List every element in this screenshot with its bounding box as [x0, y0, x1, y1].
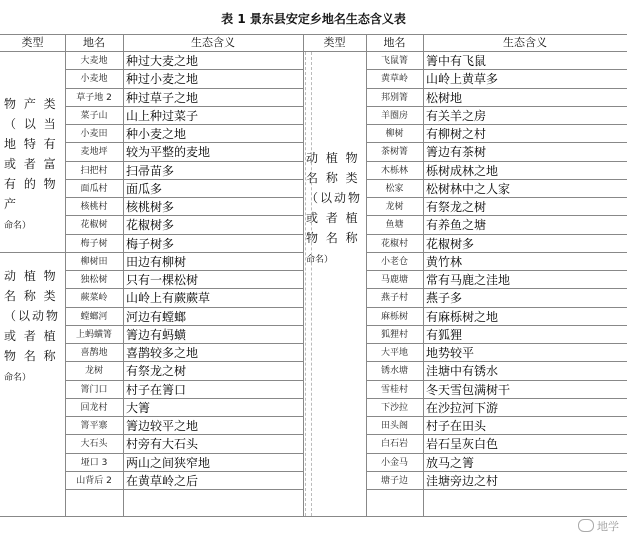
meaning-cell: 两山之间狭窄地: [126, 455, 211, 470]
grid-line: [366, 453, 627, 454]
meaning-cell: 花椒树多: [426, 236, 475, 251]
grid-line: [366, 69, 627, 70]
meaning-cell: 松树林中之人家: [426, 181, 511, 196]
grid-line: [366, 124, 627, 125]
grid-line: [366, 142, 627, 143]
meaning-cell: 放马之箐: [426, 455, 475, 470]
place-name-cell: 箐门口: [80, 384, 108, 395]
place-name-cell: 箐平寨: [80, 421, 108, 431]
place-name-cell: 木栎林: [380, 165, 408, 176]
meaning-cell: 种小麦之地: [126, 127, 187, 141]
header-type-left: 类型: [21, 36, 44, 49]
meaning-cell: 常有马鹿之洼地: [426, 273, 511, 287]
meaning-cell: 有祭龙之树: [426, 200, 487, 214]
grid-line: [366, 361, 627, 362]
meaning-cell: 在沙拉河下游: [426, 400, 499, 415]
grid-line: [366, 471, 627, 472]
category-flora-fauna-right: [306, 148, 366, 278]
place-name-cell: 梅子树: [80, 238, 108, 249]
meaning-cell: 有养鱼之塘: [426, 218, 487, 233]
place-name-cell: 大平地: [380, 348, 408, 358]
place-name-cell: 羊圈房: [380, 110, 408, 121]
meaning-cell: 冬天雪包满树干: [426, 382, 511, 397]
place-name-cell: 白石岩: [380, 439, 408, 450]
meaning-cell: 河边有螳螂: [126, 309, 187, 324]
place-name-table: [0, 34, 627, 533]
grid-line: [65, 325, 303, 326]
meaning-cell: 有狐狸: [426, 327, 463, 342]
grid-line: [366, 197, 627, 198]
place-name-cell: 麻栎树: [380, 311, 408, 322]
meaning-cell: 箐边有茶树: [426, 145, 487, 160]
place-name-cell: 垭口 3: [80, 457, 108, 468]
meaning-cell: 有祭龙之树: [126, 364, 187, 379]
grid-line: [65, 398, 303, 399]
meaning-cell: 山岭上黄草多: [426, 72, 499, 87]
grid-line: [65, 380, 303, 381]
grid-line: [0, 34, 627, 35]
place-name-cell: 小老仓: [380, 256, 408, 267]
place-name-cell: 面瓜村: [80, 183, 108, 194]
watermark: [578, 518, 619, 534]
place-name-cell: 塘子边: [380, 475, 408, 486]
meaning-cell: 梅子树多: [126, 236, 175, 251]
place-name-cell: 山背后 2: [76, 475, 112, 486]
category-note: 命名）: [4, 221, 32, 231]
grid-line: [65, 88, 303, 89]
place-name-cell: 麦地坪: [80, 147, 108, 158]
grid-line: [65, 307, 303, 308]
meaning-cell: 在黄草岭之后: [126, 473, 199, 488]
category-product-left: [4, 94, 64, 231]
place-name-cell: 飞鼠箐: [380, 56, 408, 66]
grid-line: [423, 34, 424, 517]
place-name-cell: 草子地 2: [76, 92, 112, 103]
place-name-cell: 龙树: [84, 366, 103, 377]
meaning-cell: 核桃树多: [126, 200, 175, 214]
place-name-cell: 蕨菜岭: [80, 293, 108, 304]
meaning-cell: 有柳树之村: [426, 127, 487, 141]
meaning-cell: 村旁有大石头: [126, 437, 199, 452]
category-text: 动 植 物 名 称 类 （以动物 或 者 植 物 名 称: [306, 151, 363, 245]
grid-line: [366, 307, 627, 308]
meaning-cell: 黄竹林: [426, 254, 463, 269]
grid-line: [366, 380, 627, 381]
place-name-cell: 邦别箐: [380, 92, 408, 103]
header-type-right: 类型: [323, 36, 346, 49]
grid-line: [366, 252, 627, 253]
place-name-cell: 花椒树: [80, 220, 108, 231]
place-name-cell: 大麦地: [80, 56, 108, 66]
place-name-cell: 黄草岭: [380, 74, 408, 85]
place-name-cell: 花椒村: [380, 238, 408, 249]
meaning-cell: 箐边较平之地: [126, 419, 199, 433]
grid-line: [366, 106, 627, 107]
meaning-cell: 箐中有飞鼠: [426, 54, 487, 68]
watermark-text: 地学: [597, 520, 619, 533]
grid-line: [65, 270, 303, 271]
grid-line: [366, 325, 627, 326]
grid-line: [65, 69, 303, 70]
grid-line: [366, 416, 627, 417]
place-name-cell: 龙树: [385, 202, 404, 212]
grid-line: [366, 88, 627, 89]
place-name-cell: 燕子村: [380, 293, 408, 304]
grid-line: [65, 361, 303, 362]
category-text: 动 植 物 名 称 类 （以动物 或 者 植 物 名 称: [4, 269, 61, 363]
header-meaning-left: 生态含义: [191, 36, 235, 49]
grid-line: [65, 179, 303, 180]
grid-line: [0, 252, 65, 253]
meaning-cell: 松树地: [426, 90, 463, 105]
meaning-cell: 燕子多: [426, 291, 463, 306]
place-name-cell: 田头阁: [380, 421, 408, 431]
meaning-cell: 种过草子之地: [126, 90, 199, 105]
grid-line: [366, 234, 627, 235]
grid-line: [366, 288, 627, 289]
meaning-cell: 只有一棵松树: [126, 273, 199, 287]
place-name-cell: 大石头: [80, 439, 108, 450]
grid-line: [65, 434, 303, 435]
meaning-cell: 岩石呈灰白色: [426, 437, 499, 452]
place-name-cell: 小金马: [380, 457, 408, 468]
meaning-cell: 山岭上有蕨蕨草: [126, 291, 211, 306]
category-flora-fauna-left: [4, 266, 64, 396]
grid-line: [123, 34, 124, 517]
meaning-cell: 田边有柳树: [126, 254, 187, 269]
grid-line: [65, 106, 303, 107]
category-note: 命名）: [4, 373, 32, 383]
grid-line: [65, 161, 303, 162]
place-name-cell: 马鹿塘: [380, 275, 408, 285]
place-name-cell: 小麦地: [80, 74, 108, 85]
grid-line: [65, 197, 303, 198]
grid-line: [65, 234, 303, 235]
meaning-cell: 村子在田头: [426, 419, 487, 433]
grid-line: [65, 471, 303, 472]
place-name-cell: 下沙拉: [380, 402, 408, 413]
grid-line: [366, 161, 627, 162]
place-name-cell: 螳螂河: [80, 311, 108, 322]
table-caption: 表 1 景东县安定乡地名生态含义表: [221, 12, 406, 26]
meaning-cell: 箐边有蚂蟥: [126, 327, 187, 342]
grid-line: [366, 270, 627, 271]
meaning-cell: 大箐: [126, 400, 151, 415]
meaning-cell: 扫帚苗多: [126, 163, 175, 178]
meaning-cell: 喜鹊较多之地: [126, 346, 199, 360]
place-name-cell: 扫把村: [80, 165, 108, 176]
guide-line: [305, 52, 306, 516]
grid-line: [65, 252, 303, 253]
place-name-cell: 鱼塘: [385, 220, 404, 231]
grid-line: [303, 34, 304, 517]
place-name-cell: 茶树箐: [380, 147, 408, 158]
grid-line: [65, 34, 66, 517]
grid-line: [366, 215, 627, 216]
place-name-cell: 狐狸村: [380, 329, 408, 340]
grid-line: [65, 142, 303, 143]
place-name-cell: 上蚂蟥箐: [75, 329, 112, 340]
meaning-cell: 有麻栎树之地: [426, 309, 499, 324]
grid-line: [65, 416, 303, 417]
grid-line: [65, 288, 303, 289]
grid-line: [65, 124, 303, 125]
meaning-cell: 有关羊之房: [426, 108, 487, 123]
header-name-right: 地名: [383, 36, 406, 49]
chat-bubble-icon: [578, 519, 594, 532]
place-name-cell: 菜子山: [80, 110, 108, 121]
grid-line: [65, 215, 303, 216]
place-name-cell: 回龙村: [80, 402, 108, 413]
place-name-cell: 雪桂村: [380, 384, 408, 395]
grid-line: [366, 343, 627, 344]
grid-line: [366, 179, 627, 180]
meaning-cell: 面瓜多: [126, 181, 163, 196]
grid-line: [0, 51, 627, 52]
place-name-cell: 柳树田: [80, 256, 108, 267]
grid-line: [65, 489, 303, 490]
meaning-cell: 山上种过菜子: [126, 108, 199, 123]
meaning-cell: 种过大麦之地: [126, 54, 199, 68]
meaning-cell: 种过小麦之地: [126, 72, 199, 87]
grid-line: [65, 343, 303, 344]
place-name-cell: 核桃村: [80, 202, 108, 212]
meaning-cell: 地势较平: [426, 346, 475, 360]
grid-line: [65, 453, 303, 454]
meaning-cell: 洼塘中有锈水: [426, 364, 499, 379]
place-name-cell: 锈水塘: [380, 366, 408, 377]
grid-line: [366, 34, 367, 517]
place-name-cell: 柳树: [385, 129, 404, 139]
grid-line: [366, 434, 627, 435]
meaning-cell: 花椒树多: [126, 218, 175, 233]
category-note: 命名）: [306, 255, 334, 265]
meaning-cell: 较为平整的麦地: [126, 145, 211, 160]
header-name-left: 地名: [83, 36, 105, 49]
grid-line: [0, 516, 627, 517]
guide-line: [311, 52, 312, 516]
category-text: 物 产 类 （ 以 当 地 特 有 或 者 富 有 的 物 产: [4, 97, 58, 211]
grid-line: [366, 489, 627, 490]
meaning-cell: 栎树成林之地: [426, 163, 499, 178]
meaning-cell: 洼塘旁边之村: [426, 473, 499, 488]
place-name-cell: 喜鹊地: [80, 348, 108, 358]
place-name-cell: 松家: [385, 183, 404, 194]
grid-line: [366, 398, 627, 399]
header-meaning-right: 生态含义: [503, 36, 547, 49]
meaning-cell: 村子在箐口: [126, 382, 187, 397]
place-name-cell: 小麦田: [80, 129, 108, 139]
place-name-cell: 独松树: [80, 275, 108, 285]
